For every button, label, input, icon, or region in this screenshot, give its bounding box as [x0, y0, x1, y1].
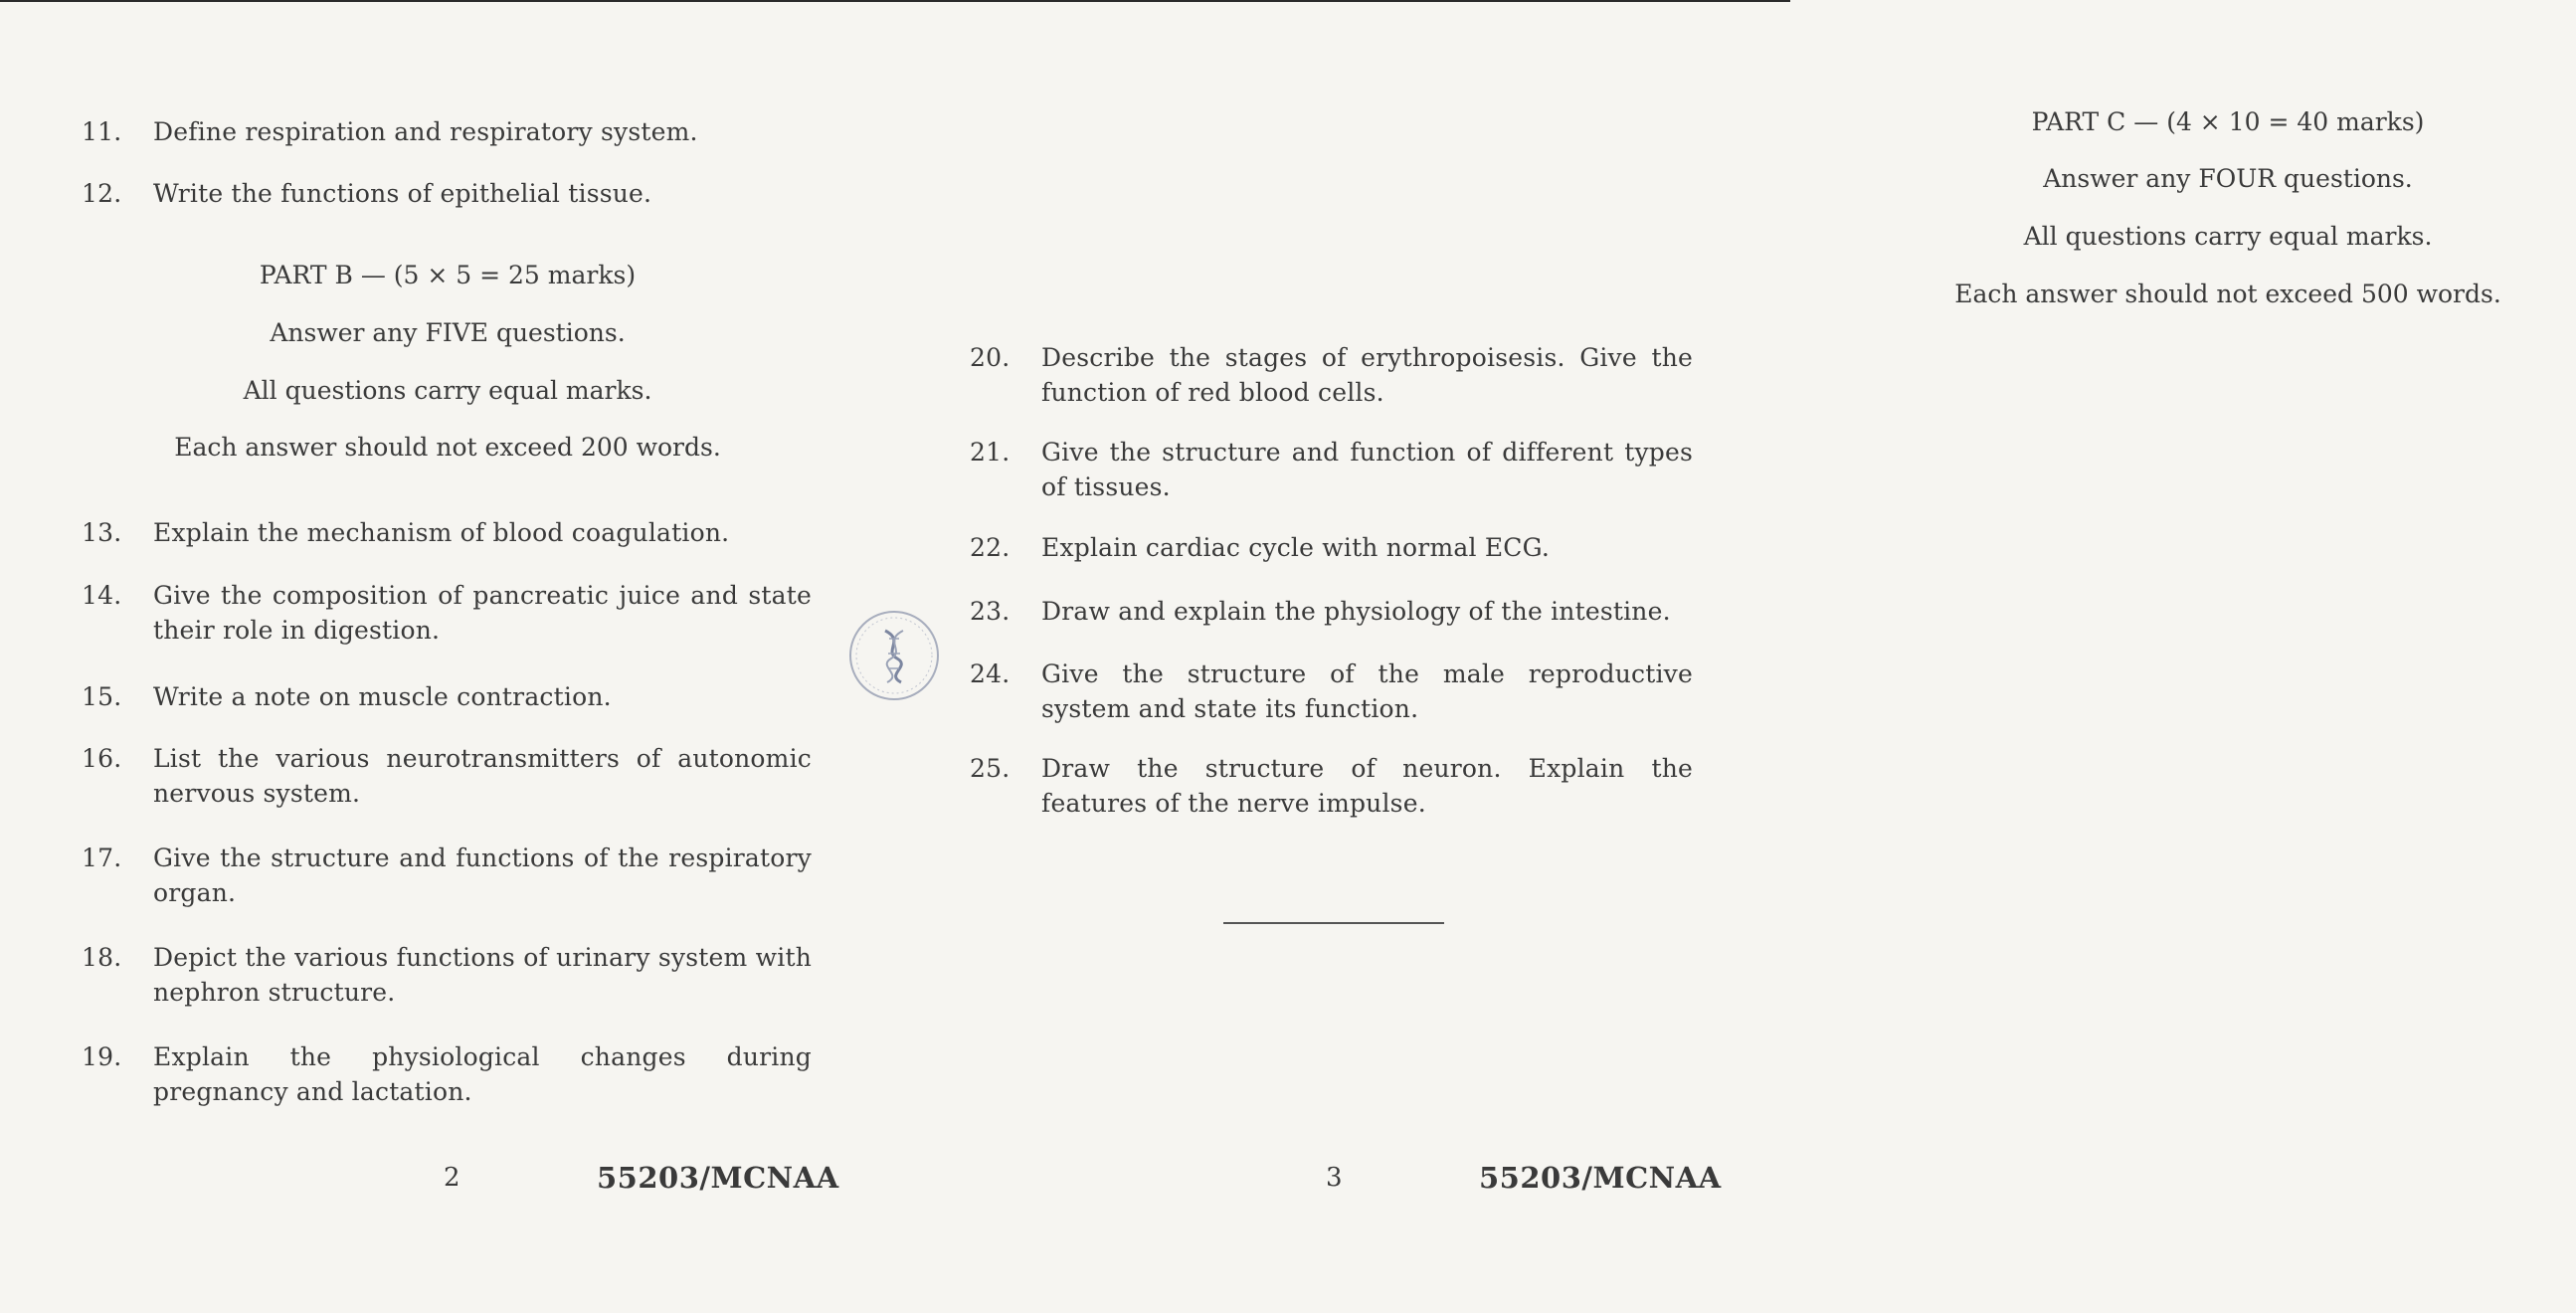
question-number: 21. [970, 438, 1011, 467]
question-text: Give the composition of pancreatic juice and state their role in digestion. [153, 581, 812, 645]
page-number: 2 [444, 1163, 460, 1193]
question-number: 20. [970, 343, 1011, 372]
paper-code: 55203/MCNAA [1479, 1161, 1722, 1195]
question-21 [970, 435, 1706, 504]
question-text: Explain the physiological changes during pregnancy and lactation. [153, 1042, 812, 1106]
part-c-instruction-1: Answer any FOUR questions. [2043, 164, 2413, 193]
question-number: 24. [970, 659, 1011, 688]
question-number: 18. [82, 943, 122, 972]
question-number: 17. [82, 844, 122, 872]
question-number: 23. [970, 597, 1011, 626]
question-text: Give the structure of the male reproductive system and state its function. [1041, 659, 1693, 723]
question-number: 11. [82, 117, 122, 146]
question-16 [82, 741, 818, 811]
part-c-instruction-2: All questions carry equal marks. [2023, 222, 2433, 251]
question-12 [82, 176, 818, 211]
page-number: 3 [1326, 1163, 1343, 1193]
question-text: Explain the mechanism of blood coagulation. [153, 518, 730, 547]
question-25 [970, 751, 1706, 821]
question-text: Write a note on muscle contraction. [153, 682, 612, 711]
question-number: 14. [82, 581, 122, 610]
part-c-instruction-3: Each answer should not exceed 500 words. [1954, 280, 2501, 308]
paper-code: 55203/MCNAA [597, 1161, 839, 1195]
question-17 [82, 841, 818, 910]
question-text: Describe the stages of erythropoisesis. Give the function of red blood cells. [1041, 343, 1693, 407]
question-22 [970, 530, 1706, 565]
page-2 [0, 0, 875, 1313]
part-c-heading: PART C — (4 × 10 = 40 marks) [2031, 107, 2425, 136]
question-24 [970, 656, 1706, 726]
question-number: 13. [82, 518, 122, 547]
question-text: Explain cardiac cycle with normal ECG. [1041, 533, 1551, 562]
part-b-heading: PART B — (5 × 5 = 25 marks) [259, 261, 637, 289]
end-of-paper-rule [1223, 922, 1444, 924]
question-number: 22. [970, 533, 1011, 562]
question-text: Define respiration and respiratory system. [153, 117, 698, 146]
question-15 [82, 679, 818, 714]
question-text: Give the structure and function of different types of tissues. [1041, 438, 1693, 501]
question-text: Draw the structure of neuron. Explain the features of the nerve impulse. [1041, 754, 1693, 818]
question-text: Draw and explain the physiology of the intestine. [1041, 597, 1671, 626]
question-text: List the various neurotransmitters of autonomic nervous system. [153, 744, 812, 808]
question-13 [82, 515, 818, 550]
question-number: 19. [82, 1042, 122, 1071]
question-number: 16. [82, 744, 122, 773]
question-18 [82, 940, 818, 1010]
question-23 [970, 594, 1706, 629]
question-text: Write the functions of epithelial tissue. [153, 179, 652, 208]
question-11 [82, 114, 818, 149]
question-20 [970, 340, 1706, 410]
question-number: 15. [82, 682, 122, 711]
question-text: Give the structure and functions of the respiratory organ. [153, 844, 812, 907]
question-19 [82, 1039, 818, 1109]
part-b-instruction-1: Answer any FIVE questions. [270, 318, 626, 347]
question-number: 12. [82, 179, 122, 208]
question-number: 25. [970, 754, 1011, 783]
part-b-instruction-3: Each answer should not exceed 200 words. [174, 433, 721, 462]
question-14 [82, 578, 818, 648]
part-b-instruction-2: All questions carry equal marks. [243, 376, 652, 405]
question-text: Depict the various functions of urinary system with nephron structure. [153, 943, 812, 1007]
